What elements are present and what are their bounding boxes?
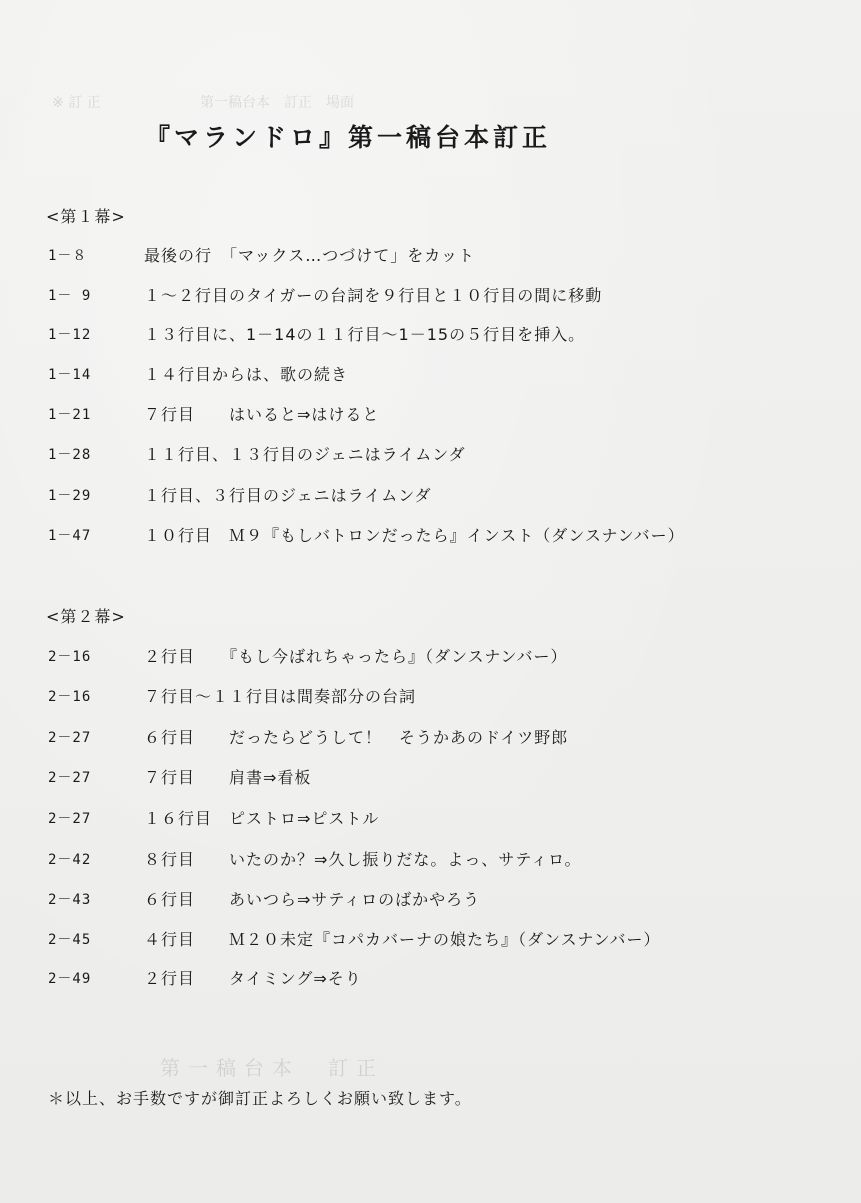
correction-text: ７行目～１１行目は間奏部分の台詞 <box>144 687 417 706</box>
page-ref: 2－27 <box>48 811 92 827</box>
correction-text: １３行目に、1－14の１１行目～1－15の５行目を挿入。 <box>144 325 586 344</box>
list-item <box>0 284 861 308</box>
list-item <box>0 848 861 872</box>
correction-text: ７行目 はいると⇒はけると <box>144 405 380 424</box>
act2-heading: <第２幕> <box>46 607 126 626</box>
page-ref: 1－47 <box>48 528 92 544</box>
page-ref: 2－45 <box>48 932 92 948</box>
correction-text: ７行目 肩書⇒看板 <box>144 768 312 787</box>
list-item <box>0 928 861 952</box>
list-item <box>0 645 861 669</box>
correction-text: １１行目、１３行目のジェニはライムンダ <box>144 445 466 464</box>
list-item <box>0 403 861 427</box>
list-item <box>0 766 861 790</box>
page-ref: 1－21 <box>48 407 92 423</box>
correction-text: ４行目 Ｍ２０未定『コパカバーナの娘たち』（ダンスナンバー） <box>144 930 661 949</box>
correction-text: 最後の行 「マックス…つづけて」をカット <box>144 246 476 265</box>
page-ref: 2－27 <box>48 730 92 746</box>
page-ref: 1－８ <box>48 248 88 264</box>
page-ref: 1－12 <box>48 327 92 343</box>
correction-text: ６行目 だったらどうして！ そうかあのドイツ野郎 <box>144 728 569 747</box>
correction-text: １０行目 Ｍ９『もしバトロンだったら』インスト（ダンスナンバー） <box>144 526 685 545</box>
list-item <box>0 524 861 548</box>
correction-text: １行目、３行目のジェニはライムンダ <box>144 486 432 505</box>
act1-heading: <第１幕> <box>46 207 126 226</box>
page-ref: 2－43 <box>48 892 92 908</box>
bleed-through-mark: 第一稿台本 訂正 場面 <box>200 95 354 111</box>
page-ref: 1－28 <box>48 447 92 463</box>
list-item <box>0 807 861 831</box>
correction-text: ２行目 『もし今ばれちゃったら』（ダンスナンバー） <box>144 647 568 666</box>
list-item <box>0 726 861 750</box>
page-ref: 1－14 <box>48 367 92 383</box>
list-item <box>0 685 861 709</box>
bleed-through-mark: 第一稿台本 訂正 <box>160 1056 384 1080</box>
page-title: 『マランドロ』第一稿台本訂正 <box>145 123 552 152</box>
list-item <box>0 244 861 268</box>
correction-text: ６行目 あいつら⇒サティロのばかやろう <box>144 890 481 909</box>
correction-text: １～２行目のタイガーの台詞を９行目と１０行目の間に移動 <box>144 286 603 305</box>
page-ref: 2－16 <box>48 689 92 705</box>
list-item <box>0 443 861 467</box>
list-item <box>0 323 861 347</box>
bleed-through-mark: ※ 訂 正 <box>52 95 101 111</box>
page-ref: 2－27 <box>48 770 92 786</box>
correction-text: ２行目 タイミング⇒そり <box>144 969 362 988</box>
page-ref: 1－29 <box>48 488 92 504</box>
list-item <box>0 484 861 508</box>
correction-text: １４行目からは、歌の続き <box>144 365 349 384</box>
footer-note: ＊以上、お手数ですが御訂正よろしくお願い致します。 <box>48 1089 472 1108</box>
page-ref: 2－49 <box>48 971 92 987</box>
list-item <box>0 888 861 912</box>
list-item <box>0 967 861 991</box>
list-item <box>0 363 861 387</box>
correction-text: ８行目 いたのか？⇒久し振りだな。よっ、サティロ。 <box>144 850 582 869</box>
page-ref: 2－42 <box>48 852 92 868</box>
correction-text: １６行目 ピストロ⇒ピストル <box>144 809 380 828</box>
page-ref: 1－ 9 <box>48 288 92 304</box>
page-ref: 2－16 <box>48 649 92 665</box>
